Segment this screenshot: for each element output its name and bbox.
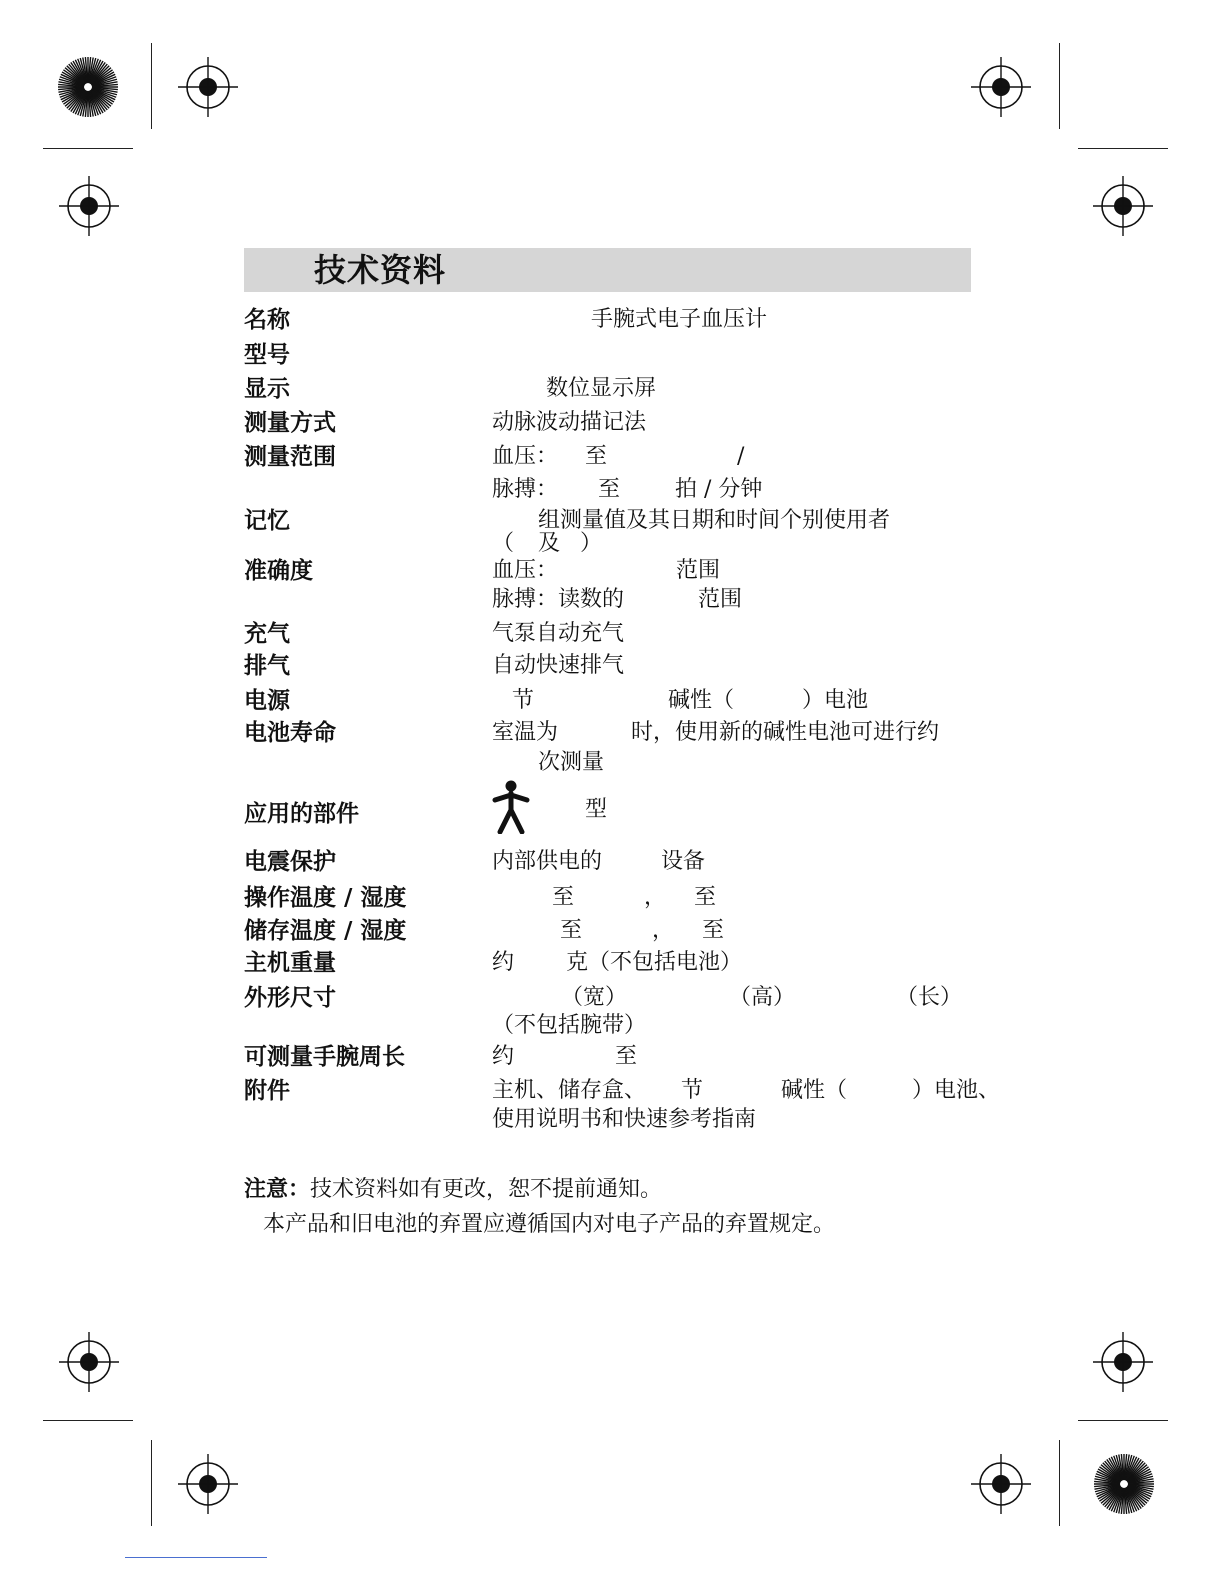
weight-approx: 约 xyxy=(492,950,515,975)
spec-label-deflation: 排气 xyxy=(244,653,290,679)
memory-open: （ xyxy=(492,531,515,556)
registration-target-icon xyxy=(176,1452,240,1516)
spec-label-power: 电源 xyxy=(244,688,290,714)
spec-label-storage-env: 储存温度 / 湿度 xyxy=(244,918,407,944)
type-bf-person-icon xyxy=(492,780,530,834)
spec-label-wrist: 可测量手腕周长 xyxy=(244,1044,405,1070)
range-bp-prefix: 血压： xyxy=(492,444,559,469)
crop-mark xyxy=(151,43,152,129)
starburst-registration-icon xyxy=(57,56,119,118)
accuracy-pulse-range: 范围 xyxy=(698,587,743,612)
range-pulse-prefix: 脉搏： xyxy=(492,477,559,502)
accessories-line2: 使用说明书和快速参考指南 xyxy=(492,1107,757,1132)
battery-life-line1b: 时，使用新的碱性电池可进行约 xyxy=(631,720,940,745)
crop-mark xyxy=(43,1420,133,1421)
spec-label-inflation: 充气 xyxy=(244,621,290,647)
spec-label-range: 测量范围 xyxy=(244,444,336,470)
registration-target-icon xyxy=(969,1452,1033,1516)
spec-label-method: 测量方式 xyxy=(244,410,336,436)
memory-line1: 组测量值及其日期和时间个别使用者 xyxy=(538,508,891,533)
spec-label-op-env: 操作温度 / 湿度 xyxy=(244,885,407,911)
storage-env-to2: 至 xyxy=(702,918,725,943)
battery-life-line2: 次测量 xyxy=(538,750,605,775)
spec-value-name: 手腕式电子血压计 xyxy=(591,307,768,332)
spec-label-dimensions: 外形尺寸 xyxy=(244,985,336,1011)
disposal-note: 本产品和旧电池的弃置应遵循国内对电子产品的弃置规定。 xyxy=(263,1212,836,1237)
spec-label-applied-part: 应用的部件 xyxy=(244,801,359,827)
crop-mark xyxy=(1059,1440,1060,1526)
note-label: 注意： xyxy=(244,1177,311,1202)
power-jie: 节 xyxy=(512,688,535,713)
spec-value-method: 动脉波动描记法 xyxy=(492,410,647,435)
range-pulse-to: 至 xyxy=(598,477,621,502)
registration-target-icon xyxy=(176,55,240,119)
dimensions-note: （不包括腕带） xyxy=(492,1013,647,1038)
wrist-to: 至 xyxy=(615,1044,638,1069)
op-env-to2: 至 xyxy=(694,885,717,910)
accessories-line1a: 主机、储存盒、 xyxy=(492,1078,647,1103)
shock-suffix: 设备 xyxy=(661,849,706,874)
spec-label-memory: 记忆 xyxy=(244,508,290,534)
weight-unit: 克（不包括电池） xyxy=(566,950,743,975)
dimensions-l: （长） xyxy=(896,985,963,1010)
range-pulse-unit: 拍 / 分钟 xyxy=(675,477,763,502)
registration-target-icon xyxy=(57,174,121,238)
op-env-to1: 至 xyxy=(552,885,575,910)
page-title: 技术资料 xyxy=(314,251,447,289)
spec-label-display: 显示 xyxy=(244,376,290,402)
op-env-comma: ， xyxy=(644,885,667,910)
range-bp-to: 至 xyxy=(585,444,608,469)
spec-label-accuracy: 准确度 xyxy=(244,558,313,584)
note-line xyxy=(244,1176,662,1204)
registration-target-icon xyxy=(969,55,1033,119)
dimensions-h: （高） xyxy=(729,985,796,1010)
storage-env-comma: ， xyxy=(652,918,675,943)
spec-label-battery-life: 电池寿命 xyxy=(244,720,336,746)
shock-prefix: 内部供电的 xyxy=(492,849,603,874)
spec-value-inflation: 气泵自动充气 xyxy=(492,621,625,646)
crop-mark xyxy=(1078,1420,1168,1421)
spec-label-weight: 主机重量 xyxy=(244,950,336,976)
accessories-battery: ）电池、 xyxy=(912,1078,1001,1103)
memory-close: ） xyxy=(580,531,603,556)
starburst-registration-icon xyxy=(1093,1453,1155,1515)
spec-label-name: 名称 xyxy=(244,307,290,333)
battery-life-line1a: 室温为 xyxy=(492,720,559,745)
spec-value-deflation: 自动快速排气 xyxy=(492,653,625,678)
accuracy-pulse-prefix: 脉搏：读数的 xyxy=(492,587,625,612)
section-title-bar xyxy=(244,248,971,292)
range-bp-slash: / xyxy=(737,444,745,469)
power-battery: ）电池 xyxy=(802,688,869,713)
note-text: 技术资料如有更改，恕不提前通知。 xyxy=(310,1177,663,1202)
crop-mark xyxy=(1078,148,1168,149)
spec-value-applied-part: 型 xyxy=(585,797,608,822)
crop-mark xyxy=(1059,43,1060,129)
spec-label-model: 型号 xyxy=(244,342,290,368)
power-alkaline: 碱性（ xyxy=(668,688,735,713)
crop-mark xyxy=(43,148,133,149)
registration-target-icon xyxy=(1091,1330,1155,1394)
registration-target-icon xyxy=(1091,174,1155,238)
spec-label-shock: 电震保护 xyxy=(244,849,336,875)
storage-env-to1: 至 xyxy=(560,918,583,943)
crop-mark xyxy=(151,1440,152,1526)
wrist-approx: 约 xyxy=(492,1044,515,1069)
memory-and: 及 xyxy=(538,531,561,556)
spec-label-accessories: 附件 xyxy=(244,1078,290,1104)
dimensions-w: （宽） xyxy=(561,985,628,1010)
spec-value-display: 数位显示屏 xyxy=(546,376,657,401)
accuracy-bp-prefix: 血压： xyxy=(492,558,559,583)
page-divider xyxy=(125,1557,267,1558)
registration-target-icon xyxy=(57,1330,121,1394)
accessories-jie: 节 xyxy=(681,1078,704,1103)
accessories-alkaline: 碱性（ xyxy=(781,1078,848,1103)
accuracy-bp-range: 范围 xyxy=(676,558,721,583)
